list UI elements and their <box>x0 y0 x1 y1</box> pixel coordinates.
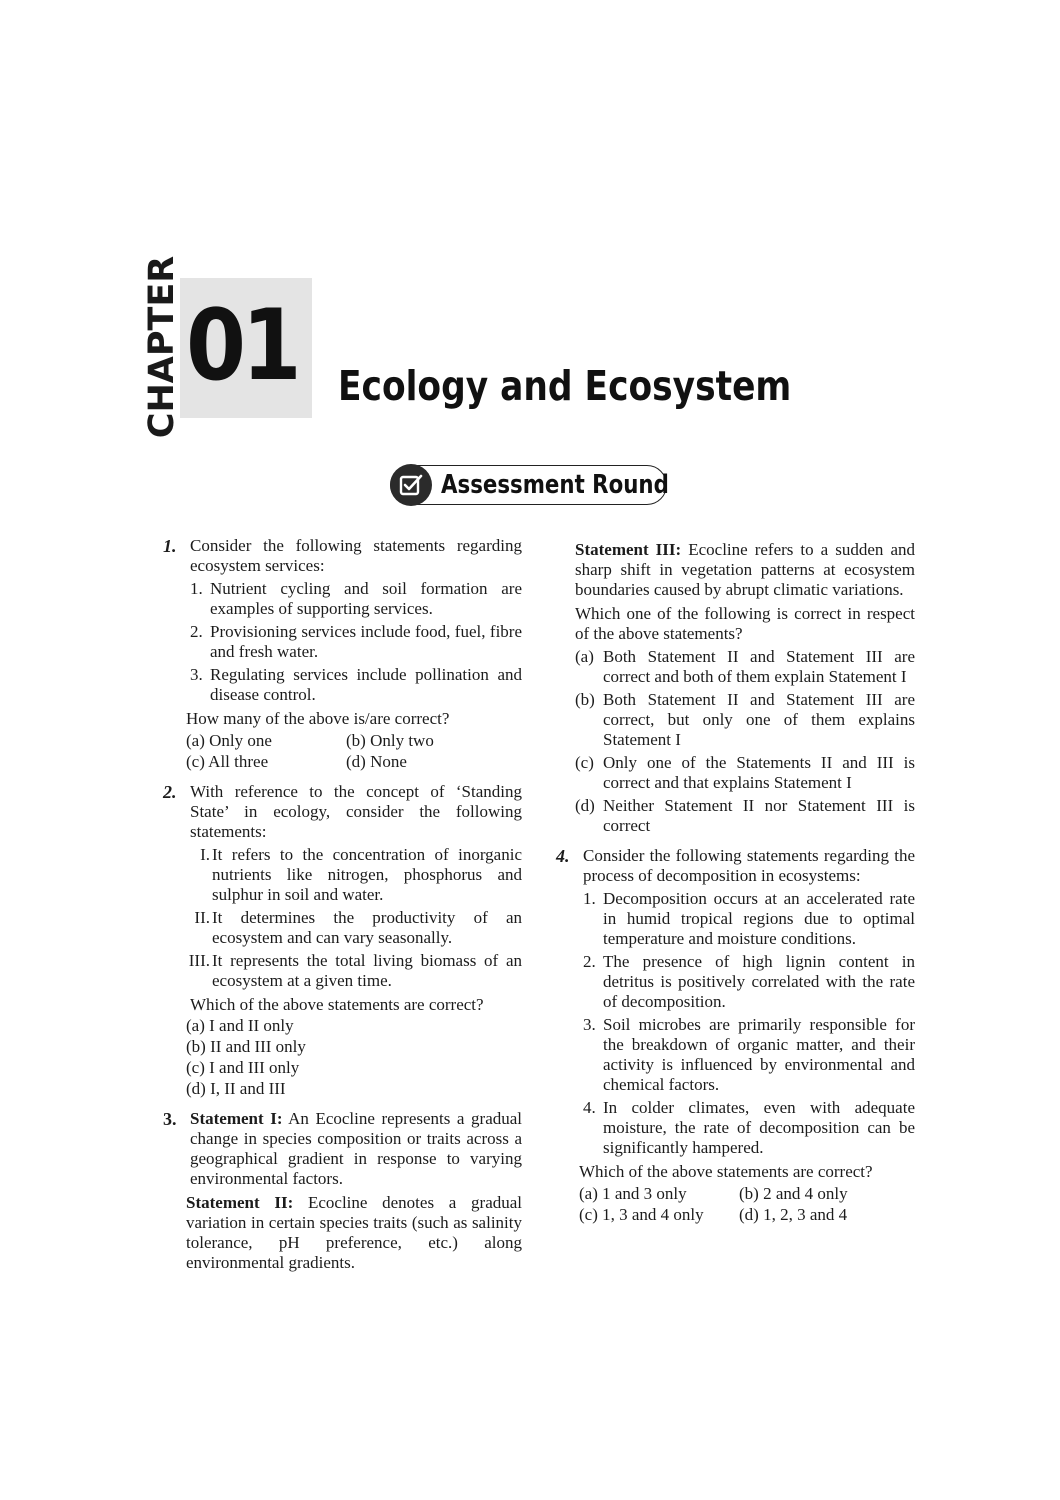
statement-text: It determines the productivity of an ecosystem and can vary seasonally. <box>212 908 522 947</box>
option-d[interactable]: (d) None <box>346 752 407 771</box>
statement-text: Regulating services include pollination and disease control. <box>210 665 522 704</box>
question-prompt: Which one of the following is correct in respect of the above statements? <box>575 604 915 643</box>
statement-2 <box>186 1193 522 1273</box>
option-text: Both Statement II and Statement III are correct, but only one of them explains Statement I <box>603 690 915 749</box>
question-number: 3. <box>163 1109 177 1129</box>
option-d[interactable]: (d) 1, 2, 3 and 4 <box>739 1205 848 1224</box>
option-a[interactable] <box>575 647 915 687</box>
statement-text: Nutrient cycling and soil formation are examples of supporting services. <box>210 579 522 618</box>
option-a[interactable]: (a) Only one <box>186 731 272 750</box>
statement-number: II. <box>194 908 210 927</box>
statement-label: Statement III: <box>575 540 682 559</box>
statement <box>583 889 915 949</box>
statement <box>190 908 522 948</box>
option-b[interactable]: (b) 2 and 4 only <box>739 1184 848 1203</box>
question-number: 4. <box>556 846 570 866</box>
statement-text: Provisioning services include food, fuel, fibre and fresh water. <box>210 622 522 661</box>
option-text: Only one of the Statements II and III is correct and that explains Statement I <box>603 753 915 792</box>
option-letter: (d) <box>575 796 595 815</box>
statement-text: In colder climates, even with adequate moisture, the rate of decomposition can be significantly hampered. <box>603 1098 915 1157</box>
option-letter: (b) <box>575 690 595 709</box>
statement-number: 3. <box>583 1015 596 1034</box>
statement <box>190 579 522 619</box>
chapter-word: CHAPTER <box>142 255 182 439</box>
statement-number: 1. <box>583 889 596 908</box>
question-prompt: Which of the above statements are correct? <box>190 995 484 1014</box>
question-prompt: How many of the above is/are correct? <box>186 709 450 728</box>
question-3-continued <box>553 540 915 836</box>
statement-number: 2. <box>583 952 596 971</box>
section-heading-pill <box>390 465 667 505</box>
statement-label: Statement II: <box>186 1193 294 1212</box>
statement-number: 1. <box>190 579 203 598</box>
option-letter: (a) <box>575 647 594 666</box>
statement-number: I. <box>200 845 210 864</box>
answer-options <box>579 1184 915 1225</box>
statement-number: 2. <box>190 622 203 641</box>
section-heading: Assessment Round <box>441 470 669 500</box>
chapter-label <box>142 255 182 439</box>
statement <box>583 952 915 1012</box>
question-1 <box>160 536 522 772</box>
left-column <box>160 536 522 1283</box>
statement-number: III. <box>188 951 210 970</box>
option-c[interactable] <box>575 753 915 793</box>
option-b[interactable] <box>575 690 915 750</box>
option-text: Both Statement II and Statement III are correct and both of them explain Statement I <box>603 647 915 686</box>
statement-1 <box>190 1109 522 1189</box>
option-c[interactable]: (c) I and III only <box>186 1058 300 1077</box>
statement-number: 3. <box>190 665 203 684</box>
question-number: 1. <box>163 536 177 556</box>
statement <box>583 1098 915 1158</box>
option-a[interactable]: (a) 1 and 3 only <box>579 1184 687 1203</box>
question-stem: Consider the following statements regarding the process of decomposition in ecosystems: <box>583 846 915 885</box>
statement-text: The presence of high lignin content in detritus is positively correlated with the rate of decomposition. <box>603 952 915 1011</box>
option-c[interactable]: (c) 1, 3 and 4 only <box>579 1205 704 1224</box>
option-a[interactable]: (a) I and II only <box>186 1016 294 1035</box>
statement-label: Statement I: <box>190 1109 283 1128</box>
question-4 <box>553 846 915 1225</box>
answer-options <box>186 1015 522 1099</box>
statement-3 <box>575 540 915 600</box>
option-text: Neither Statement II nor Statement III is correct <box>603 796 915 835</box>
statement <box>583 1015 915 1095</box>
option-d[interactable]: (d) I, II and III <box>186 1079 286 1098</box>
statement <box>190 845 522 905</box>
answer-options <box>186 731 522 772</box>
right-column <box>553 536 915 1235</box>
question-3 <box>160 1109 522 1273</box>
statement-text: It represents the total living biomass of an ecosystem at a given time. <box>212 951 522 990</box>
statement-text: Ecocline denotes a gradual variation in certain species traits (such as salinity tolerance, pH preference, etc.) along environmental gradients. <box>186 1193 523 1272</box>
question-stem: With reference to the concept of ‘Standing State’ in ecology, consider the following statements: <box>190 782 522 841</box>
option-b[interactable]: (b) Only two <box>346 731 434 750</box>
statement <box>190 665 522 705</box>
statement-text: An Ecocline represents a gradual change in species composition or traits across a geographical gradient in response to varying environmental factors. <box>190 1109 523 1188</box>
statement-number: 4. <box>583 1098 596 1117</box>
statement-text: Soil microbes are primarily responsible for the breakdown of organic matter, and their activity is influenced by environmental and chemical factors. <box>603 1015 915 1094</box>
chapter-title: Ecology and Ecosystem <box>338 362 792 410</box>
option-c[interactable]: (c) All three <box>186 752 269 771</box>
statement-text: It refers to the concentration of inorganic nutrients like nitrogen, phosphorus and sulphur in soil and water. <box>212 845 522 904</box>
option-d[interactable] <box>575 796 915 836</box>
question-prompt: Which of the above statements are correct? <box>579 1162 873 1181</box>
option-letter: (c) <box>575 753 594 772</box>
statement <box>190 622 522 662</box>
statement-text: Ecocline refers to a sudden and sharp shift in vegetation patterns at ecosystem boundaries caused by abrupt climatic variations. <box>575 540 915 599</box>
checklist-icon <box>390 464 432 506</box>
statement <box>190 951 522 991</box>
option-b[interactable]: (b) II and III only <box>186 1037 306 1056</box>
statement-text: Decomposition occurs at an accelerated rate in humid tropical regions due to optimal temperature and moisture conditions. <box>603 889 915 948</box>
question-2 <box>160 782 522 1099</box>
question-stem: Consider the following statements regarding ecosystem services: <box>190 536 522 575</box>
chapter-number: 01 <box>186 289 298 403</box>
question-number: 2. <box>163 782 177 802</box>
